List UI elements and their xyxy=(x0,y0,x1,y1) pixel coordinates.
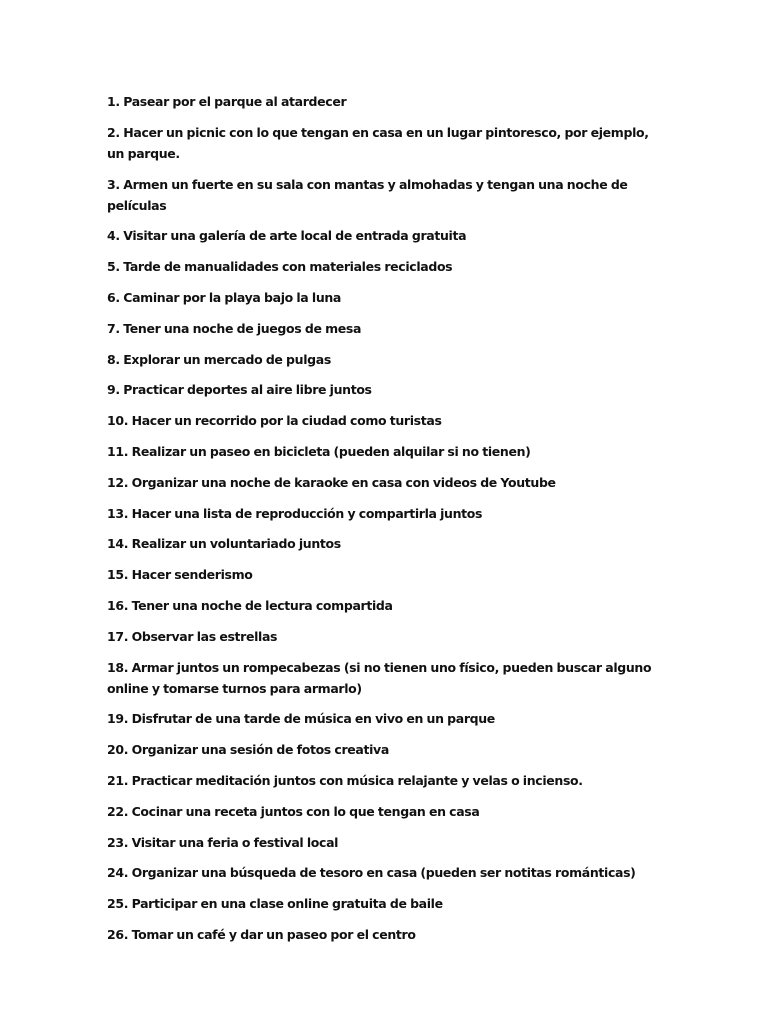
list-item: 16. Tener una noche de lectura compartida xyxy=(107,597,393,613)
list-item: 12. Organizar una noche de karaoke en casa con videos de Youtube xyxy=(107,474,556,490)
list-item: 5. Tarde de manualidades con materiales reciclados xyxy=(107,259,453,275)
list-item: 21. Practicar meditación juntos con música relajante y velas o incienso. xyxy=(107,772,583,788)
list-item: 3. Armen un fuerte en su sala con mantas y almohadas y tengan una noche de películas xyxy=(107,176,628,213)
list-item: 15. Hacer senderismo xyxy=(107,567,253,583)
list-item: 7. Tener una noche de juegos de mesa xyxy=(107,320,362,336)
list-item: 23. Visitar una feria o festival local xyxy=(107,834,339,850)
list-item: 11. Realizar un paseo en bicicleta (pueden alquilar si no tienen) xyxy=(107,443,531,459)
list-item: 24. Organizar una búsqueda de tesoro en casa (pueden ser notitas románticas) xyxy=(107,865,636,881)
list-item: 22. Cocinar una receta juntos con lo que tengan en casa xyxy=(107,803,480,819)
list-item: 4. Visitar una galería de arte local de entrada gratuita xyxy=(107,228,467,244)
list-item: 6. Caminar por la playa bajo la luna xyxy=(107,289,342,305)
list-item: 10. Hacer un recorrido por la ciudad como turistas xyxy=(107,413,442,429)
list-item: 20. Organizar una sesión de fotos creativa xyxy=(107,742,389,758)
list-item: 18. Armar juntos un rompecabezas (si no tienen uno físico, pueden buscar alguno online y tomarse turnos para armarlo) xyxy=(107,659,652,696)
list-item: 9. Practicar deportes al aire libre juntos xyxy=(107,382,372,398)
list-item: 26. Tomar un café y dar un paseo por el centro xyxy=(107,926,416,942)
list-item: 14. Realizar un voluntariado juntos xyxy=(107,536,341,552)
list-item: 8. Explorar un mercado de pulgas xyxy=(107,351,331,367)
list-item: 25. Participar en una clase online gratuita de baile xyxy=(107,896,443,912)
activity-list xyxy=(107,91,667,955)
list-item: 2. Hacer un picnic con lo que tengan en casa en un lugar pintoresco, por ejemplo, un parque. xyxy=(107,124,649,161)
list-item: 1. Pasear por el parque al atardecer xyxy=(107,94,347,109)
list-item: 19. Disfrutar de una tarde de música en vivo en un parque xyxy=(107,711,495,727)
list-item: 17. Observar las estrellas xyxy=(107,628,278,644)
list-item: 13. Hacer una lista de reproducción y compartirla juntos xyxy=(107,505,483,521)
